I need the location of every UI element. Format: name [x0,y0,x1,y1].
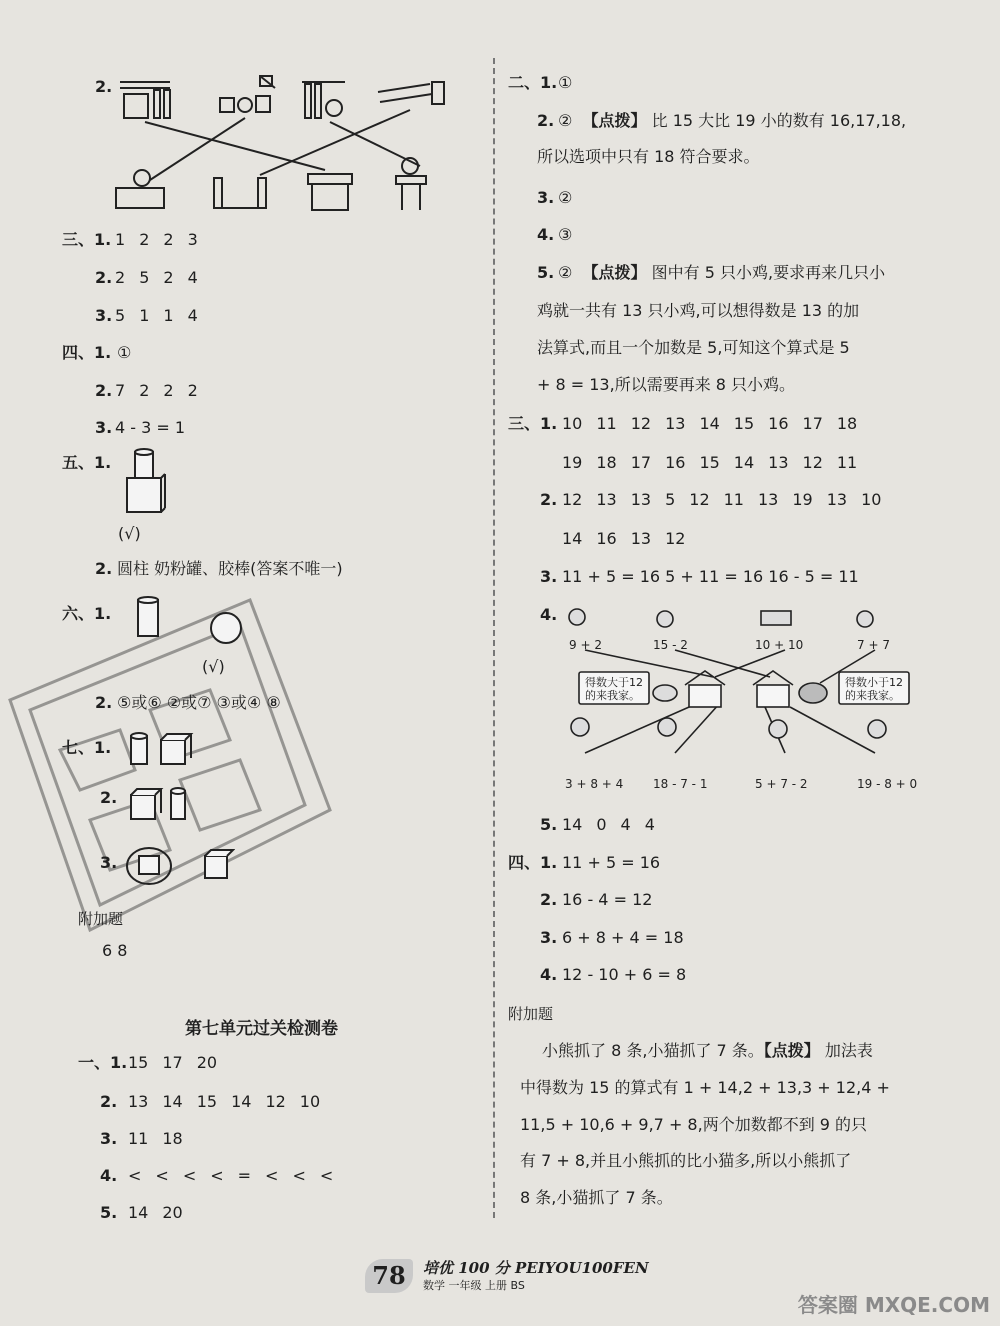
r2-row5: ② 【点拨】 图中有 5 只小鸡,要求再来几只小 [558,263,886,282]
r4-row2: 16 - 4 = 12 [562,890,653,909]
r3-row1a: 10 11 12 13 14 15 16 17 18 [562,414,858,433]
r3-row2b: 14 16 13 12 [562,529,686,548]
bottom-expr-2: 18 - 7 - 1 [653,777,708,791]
r2-head: 二、1. [508,73,558,92]
s5-l2: 2. [95,559,113,578]
s3-head: 三、1. [62,230,112,249]
r2-row5-l4: + 8 = 13,所以需要再来 8 只小鸡。 [537,375,796,394]
s3-row2: 2 5 2 4 [115,268,198,287]
left-extra-answer: 6 8 [102,941,128,960]
sphere-icon [208,610,244,646]
u1-l4: 4. [100,1166,118,1185]
bottom-group-4 [396,158,426,210]
bottom-expr-1: 3 + 8 + 4 [565,777,624,791]
page-number: 78 [365,1259,413,1293]
r4-head: 四、1. [508,853,558,872]
animal-house-diagram [565,605,925,795]
r3-head: 三、1. [508,414,558,433]
top-group-4 [378,82,444,104]
cylinder-cube-pair-icon [125,730,195,770]
watermark: 答案圈 MXQE.COM [797,1293,990,1317]
r2-row3: ② [558,188,573,207]
top-group-1 [120,82,170,118]
unit-title: 第七单元过关检测卷 [185,1019,338,1039]
matching-figure [110,70,470,220]
s6-head: 六、1. [62,604,112,623]
top-expr-3: 10 + 10 [755,638,804,652]
page-footer [365,1255,665,1297]
u1-head: 一、1. [78,1053,128,1072]
q2-label: 2. [95,77,113,96]
u1-row2: 13 14 15 14 12 10 [128,1092,321,1111]
sign-right-2: 的来我家。 [845,689,900,702]
sign-left-1: 得数大于12 [585,676,643,689]
right-extra-line3: 11,5 + 10,6 + 9,7 + 8,两个加数都不到 9 的只 [520,1115,868,1134]
s5-check: (√) [118,524,141,543]
right-column [500,0,1000,1266]
s6-row2: ⑤或⑥ ②或⑦ ③或④ ⑧ [117,693,281,712]
u1-row1: 15 17 20 [128,1053,218,1072]
left-column [0,0,490,1266]
r2-row5-l3: 法算式,而且一个加数是 5,可知这个算式是 5 [537,338,850,357]
left-extra-title: 附加题 [78,910,124,928]
s6-l2: 2. [95,693,113,712]
column-divider [493,58,495,1218]
r2-row5-l2: 鸡就一共有 13 只小鸡,可以想得数是 13 的加 [537,301,860,320]
top-expr-4: 7 + 7 [857,638,890,652]
u1-row5: 14 20 [128,1203,183,1222]
r3-l4: 4. [540,605,558,624]
s4-row3: 4 - 3 = 1 [115,418,186,437]
r3-row1b: 19 18 17 16 15 14 13 12 11 [562,453,858,472]
top-expr-1: 9 + 2 [569,638,602,652]
r4-l4: 4. [540,965,558,984]
s4-row2: 7 2 2 2 [115,381,198,400]
top-group-2 [220,76,275,112]
r3-l3: 3. [540,567,558,586]
s7-head: 七、1. [62,738,112,757]
right-extra-line2: 中得数为 15 的算式有 1 + 14,2 + 13,3 + 12,4 + [520,1078,890,1097]
s7-l3: 3. [100,853,118,872]
r2-l2: 2. [537,111,555,130]
s6-check: (√) [202,657,225,676]
u1-row3: 11 18 [128,1129,183,1148]
r3-l2: 2. [540,490,558,509]
r2-row4: ③ [558,225,573,244]
s4-l3: 3. [95,418,113,437]
s5-head: 五、1. [62,453,112,472]
subject-line: 数学 一年级 上册 BS [423,1279,525,1292]
r3-row3: 11 + 5 = 16 5 + 11 = 16 16 - 5 = 11 [562,567,859,586]
r4-row3: 6 + 8 + 4 = 18 [562,928,684,947]
r2-row2: ② 【点拨】 比 15 大比 19 小的数有 16,17,18, [558,111,907,130]
s3-row3: 5 1 1 4 [115,306,198,325]
s5-row2: 圆柱 奶粉罐、胶棒(答案不唯一) [117,559,343,578]
r2-l4: 4. [537,225,555,244]
r3-row5: 14 0 4 4 [562,815,655,834]
right-extra-line5: 8 条,小猫抓了 7 条。 [520,1188,673,1207]
right-extra-line4: 有 7 + 8,并且小熊抓的比小猫多,所以小熊抓了 [520,1151,852,1170]
cube-cylinder-pair-icon [127,785,197,825]
u1-row4: < < < < = < < < [128,1166,334,1185]
bottom-group-3 [308,174,352,210]
cylinder-on-cube-icon [123,448,167,518]
r4-l3: 3. [540,928,558,947]
s4-head: 四、1. [62,343,112,362]
sign-right-1: 得数小于12 [845,676,903,689]
s7-l2: 2. [100,788,118,807]
right-extra-title: 附加题 [508,1005,554,1023]
r2-l5: 5. [537,263,555,282]
r4-row1: 11 + 5 = 16 [562,853,661,872]
s3-l3: 3. [95,306,113,325]
s3-l2: 2. [95,268,113,287]
sign-left-2: 的来我家。 [585,689,640,702]
u1-l5: 5. [100,1203,118,1222]
right-extra-line1: 小熊抓了 8 条,小猫抓了 7 条。【点拨】 加法表 [542,1041,873,1060]
r2-row1: ① [558,73,573,92]
top-expr-2: 15 - 2 [653,638,688,652]
bottom-expr-4: 19 - 8 + 0 [857,777,918,791]
bottom-expr-3: 5 + 7 - 2 [755,777,808,791]
r2-row2-cont: 所以选项中只有 18 符合要求。 [537,147,760,166]
brand-name: 培优 100 分 PEIYOU100FEN [423,1259,649,1277]
s3-row1: 1 2 2 3 [115,230,198,249]
u1-l2: 2. [100,1092,118,1111]
s4-l2: 2. [95,381,113,400]
r2-l3: 3. [537,188,555,207]
circled-shapes-icon [125,842,235,888]
r4-row4: 12 - 10 + 6 = 8 [562,965,687,984]
r3-l5: 5. [540,815,558,834]
s4-row1: ① [117,343,132,362]
bottom-group-2 [214,178,266,208]
stamp-overlay [0,590,340,950]
u1-l3: 3. [100,1129,118,1148]
r3-row2a: 12 13 13 5 12 11 13 19 13 10 [562,490,882,509]
r4-l2: 2. [540,890,558,909]
top-group-3 [302,82,345,118]
cylinder-icon [133,596,163,640]
